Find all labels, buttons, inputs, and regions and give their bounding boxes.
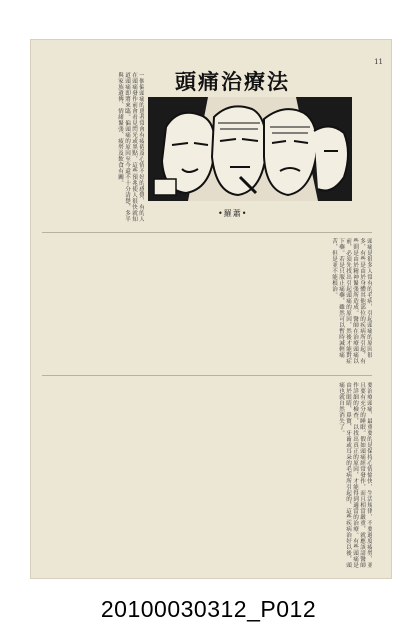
illustration-credit: •羅蕭• xyxy=(218,209,248,218)
text-column-bottom: 要治療頭痛，最重要的是保持心情愉快，生活規律，不要過度疲勞，並且要有充分的睡眠。假如頭痛經常發作，而且相當嚴重，就應該請醫師作詳細的檢查，以找出真正的原因，才能得到適當的治療。有些頭痛是由於眼睛、鼻竇、牙齒或耳朵的毛病所引起的，這些疾病治好以後，頭痛也就自然消失了。 xyxy=(338,382,372,568)
archive-caption: 20100030312_P012 xyxy=(100,596,317,622)
column-divider-2 xyxy=(42,375,372,376)
article-title: 頭痛治療法 xyxy=(175,69,290,94)
page-number: 11 xyxy=(374,58,383,66)
text-column-top-left: 一個偏頭痛的患者常會有疲倦及心情不好的感覺，有的人在頭痛發作前會看見閃光或黑點，這些預兆使人很快就知道頭痛即將來臨。偏頭痛的原因至今還不十分清楚，多半與家族遺傳、情緒緊張、疲勞及飲食有關。 xyxy=(117,72,144,222)
text-column-middle: 頭痛是很多人常有的毛病，引起頭痛的原因很多，有些是由於身體其他部位的疾病所引起，有些則是由於精神緊張所造成。醫師在治療頭痛以前，必須先找出引起頭痛的原因，然後才能對症下藥。若是只服止痛藥，雖然可以暫時減輕痛苦，但是並不能根治。 xyxy=(331,238,372,364)
headache-faces-illustration xyxy=(148,97,352,201)
column-divider-1 xyxy=(42,232,372,233)
